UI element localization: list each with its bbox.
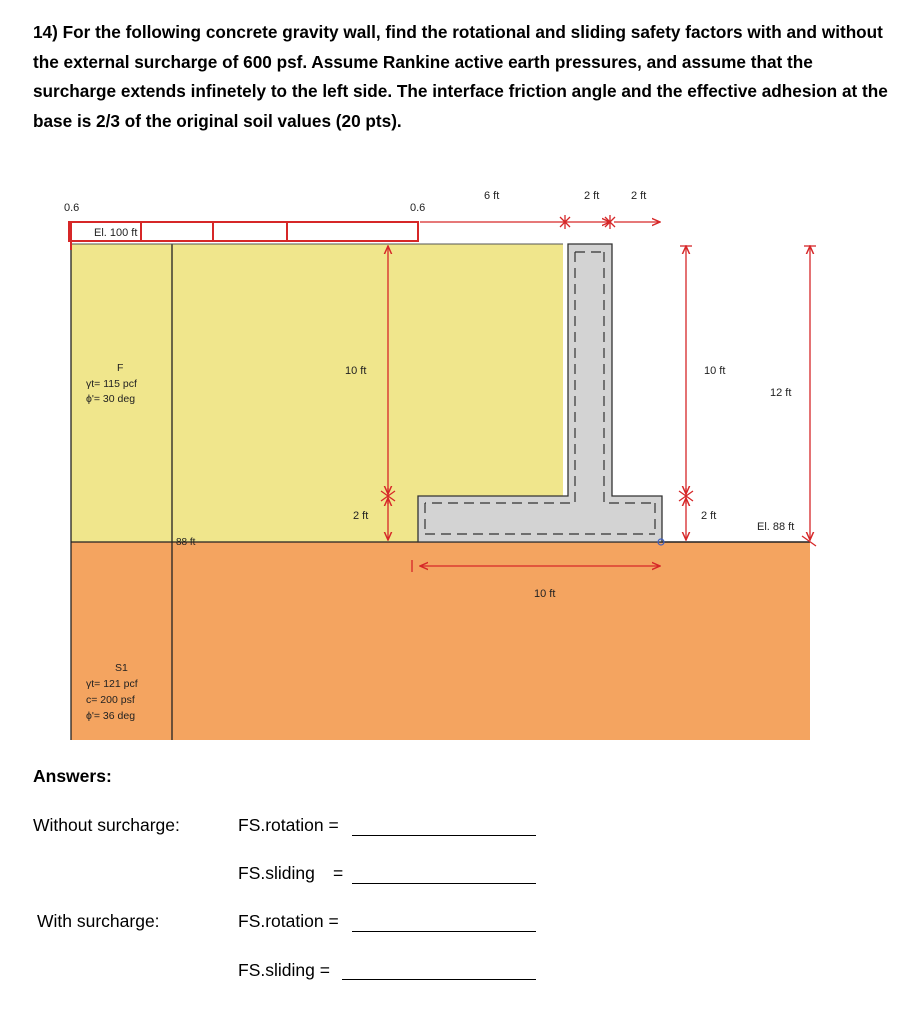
surcharge-label: 0.6	[410, 202, 426, 214]
without-surcharge-label: Without surcharge:	[33, 815, 180, 835]
foundation-soil-layer	[71, 542, 810, 740]
without-fs-sliding-blank[interactable]	[352, 883, 536, 884]
dim-front-footing-label: 2 ft	[701, 510, 717, 522]
foundation-unit-weight: γt= 121 pcf	[86, 678, 138, 690]
fill-unit-weight: γt= 115 pcf	[86, 378, 137, 390]
with-fs-rotation-label: FS.rotation =	[238, 911, 339, 931]
with-fs-sliding-blank[interactable]	[342, 979, 536, 980]
dim-front-height-label: 10 ft	[704, 365, 726, 377]
without-fs-sliding-label: FS.sliding	[238, 863, 315, 883]
elevation-bottom-label: El. 88 ft	[757, 521, 795, 533]
dim-back-footing-label: 2 ft	[353, 510, 369, 522]
dim-heel-label: 6 ft	[484, 190, 500, 202]
answers-title: Answers:	[33, 766, 112, 786]
elevation-top-label: El. 100 ft	[94, 227, 138, 239]
foundation-layer-name: S1	[115, 662, 128, 674]
foundation-phi: ϕ'= 36 deg	[86, 710, 136, 722]
dim-total-height-label: 12 ft	[770, 387, 792, 399]
top-left-label: 0.6	[64, 202, 80, 214]
dim-base-label: 10 ft	[534, 588, 556, 600]
dim-toe-label: 2 ft	[631, 190, 647, 202]
dim-stem-label: 2 ft	[584, 190, 600, 202]
foundation-cohesion: c= 200 psf	[86, 694, 135, 706]
with-surcharge-label: With surcharge:	[37, 911, 160, 931]
question-text: 14) For the following concrete gravity wall, find the rotational and sliding safety factors with and without the external surcharge of 600 psf. Assume Rankine active earth pressures, and assume that the surcharge extends infinetely to the left side. The interface friction angle and the effective adhesion at the base is 2/3 of the original soil values (20 pts).	[33, 22, 888, 131]
fill-phi: ϕ'= 30 deg	[86, 393, 136, 405]
with-fs-sliding-label: FS.sliding =	[238, 960, 330, 980]
without-fs-rotation-blank[interactable]	[352, 835, 536, 836]
with-fs-rotation-blank[interactable]	[352, 931, 536, 932]
fill-layer-name: F	[117, 362, 124, 374]
interface-elevation-label: 88 ft	[176, 537, 196, 548]
without-fs-sliding-eq: =	[333, 863, 344, 883]
without-fs-rotation-label: FS.rotation =	[238, 815, 339, 835]
dim-back-height-label: 10 ft	[345, 365, 367, 377]
